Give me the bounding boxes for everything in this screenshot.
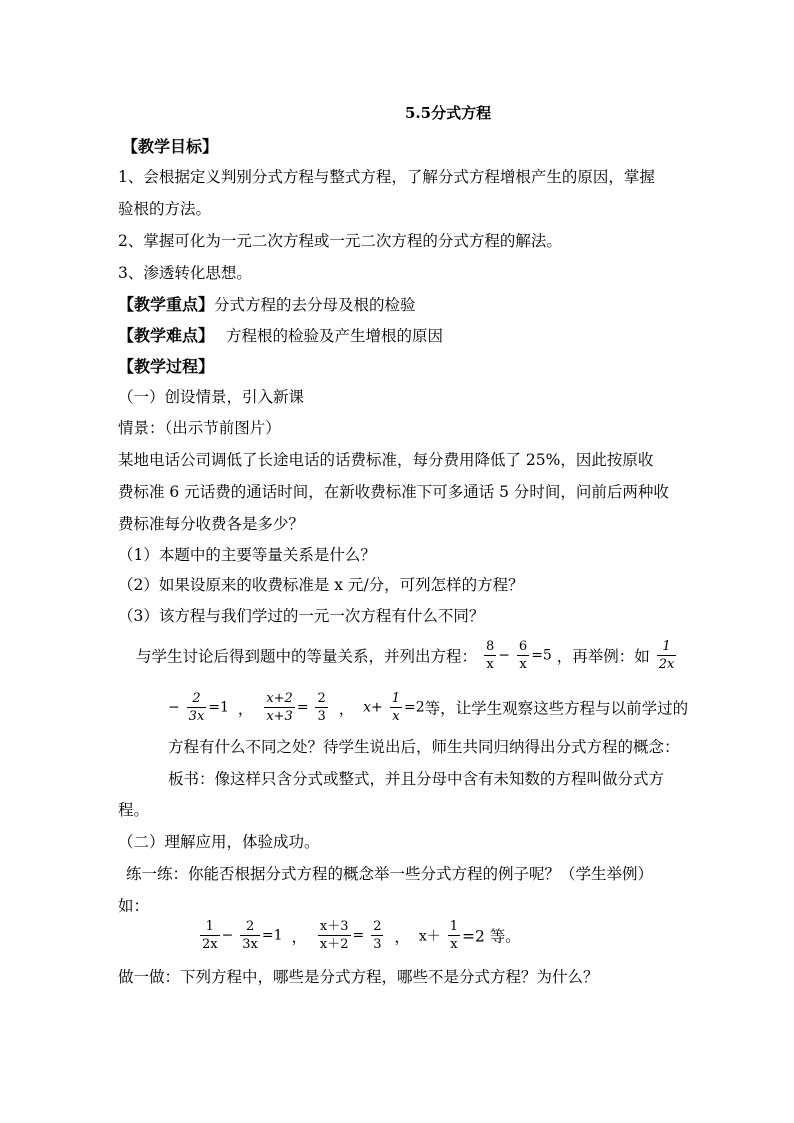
difficulty <box>118 323 443 346</box>
fraction-1-over-x: $\frac{1}{x}$ <box>449 919 458 952</box>
comma: ， <box>237 699 254 718</box>
fraction-1-over-2x: $\frac{1}{2x}$ <box>202 919 218 952</box>
fraction-8-over-x: $\frac{8}{x}$ <box>485 639 495 672</box>
example-intro: ，再举例：如 <box>556 647 650 666</box>
section-1-title: （一）创设情景，引入新课 <box>118 388 305 406</box>
discussion-line <box>136 640 678 671</box>
objectives-heading: 【教学目标】 <box>122 137 219 156</box>
practice-example3-lead: x＋ <box>418 928 441 945</box>
do-it-line: 做一做：下列方程中，哪些是分式方程，哪些不是分式方程？为什么？ <box>118 968 599 986</box>
fraction-1-over-2x: $\frac{1}{2x}$ <box>658 639 675 672</box>
scene-line: 情景：（出示节前图片） <box>118 419 281 437</box>
equation-rhs: =5 <box>531 647 552 664</box>
difficulty-heading: 【教学难点】 <box>118 326 215 345</box>
equals-sign: = <box>352 927 365 944</box>
example1-rhs: =1 <box>208 699 229 716</box>
ru-line: 如： <box>118 897 150 915</box>
observe-tail: ，让学生观察这些方程与以前学过的 <box>440 699 689 718</box>
comma: ， <box>394 927 410 946</box>
problem-line-3: 费标准每分收费各是多少？ <box>118 515 305 533</box>
objective-1-line2: 验根的方法。 <box>118 200 212 218</box>
difficulty-text: 方程根的检验及产生增根的原因 <box>226 327 444 345</box>
key-point <box>118 292 416 315</box>
fraction-6-over-x: $\frac{6}{x}$ <box>518 639 528 672</box>
deng-text: 等 <box>424 699 441 718</box>
question-1: （1）本题中的主要等量关系是什么？ <box>118 546 376 564</box>
process-heading: 【教学过程】 <box>118 357 215 376</box>
practice-example3-rhs: =2 等。 <box>462 927 521 946</box>
cheng-line: 程。 <box>118 801 150 819</box>
equals-sign: = <box>296 699 309 716</box>
problem-line-1: 某地电话公司调低了长途电话的话费标准，每分费用降低了 25%，因此按原收 <box>118 451 654 469</box>
problem-line-2: 费标准 6 元话费的通话时间，在新收费标准下可多通话 5 分时间，问前后两种收 <box>118 483 669 501</box>
board-line: 板书：像这样只含分式或整式，并且分母中含有未知数的方程叫做分式方 <box>168 770 665 788</box>
practice-example1-rhs: =1 <box>261 927 283 944</box>
example3-rhs: =2 <box>404 699 425 716</box>
fraction-2-over-3: $\frac{2}{3}$ <box>373 919 382 952</box>
comma: ， <box>291 927 307 946</box>
question-3: （3）该方程与我们学过的一元一次方程有什么不同？ <box>118 607 485 625</box>
key-point-heading: 【教学重点】 <box>118 295 215 314</box>
fraction-2-over-3x: $\frac{2}{3x}$ <box>188 691 205 724</box>
examples-line <box>168 692 688 723</box>
minus-sign: − <box>221 927 234 944</box>
minus-sign: − <box>498 647 510 664</box>
difference-line: 方程有什么不同之处？待学生说出后，师生共同归纳得出分式方程的概念： <box>168 738 680 756</box>
fraction-2-over-3: $\frac{2}{3}$ <box>317 691 326 724</box>
key-point-text: 分式方程的去分母及根的检验 <box>214 296 416 314</box>
comma: ， <box>338 699 355 718</box>
page-title: 5.5分式方程 <box>405 104 492 122</box>
minus-sign: − <box>168 699 180 716</box>
objective-1-line1: 1、会根据定义判别分式方程与整式方程，了解分式方程增根产生的原因，掌握 <box>118 168 655 186</box>
fraction-x3-over-x2: $\frac{x+3}{x+2}$ <box>319 919 349 952</box>
practice-examples <box>198 920 521 951</box>
objective-3: 3、渗透转化思想。 <box>118 264 252 282</box>
practice-line: 练一练：你能否根据分式方程的概念举一些分式方程的例子呢？（学生举例） <box>126 865 654 883</box>
fraction-1-over-x: $\frac{1}{x}$ <box>391 691 401 724</box>
discussion-text: 与学生讨论后得到题中的等量关系，并列出方程： <box>136 647 478 666</box>
example3-lead: x+ <box>363 699 383 716</box>
section-2-title: （二）理解应用，体验成功。 <box>118 833 320 851</box>
fraction-2-over-3x: $\frac{2}{3x}$ <box>242 919 258 952</box>
objective-2: 2、掌握可化为一元二次方程或一元二次方程的分式方程的解法。 <box>118 232 562 250</box>
fraction-x2-over-x3: $\frac{x+2}{x+3}$ <box>266 691 293 724</box>
question-2: （2）如果设原来的收费标准是 x 元/分，可列怎样的方程？ <box>118 576 524 594</box>
